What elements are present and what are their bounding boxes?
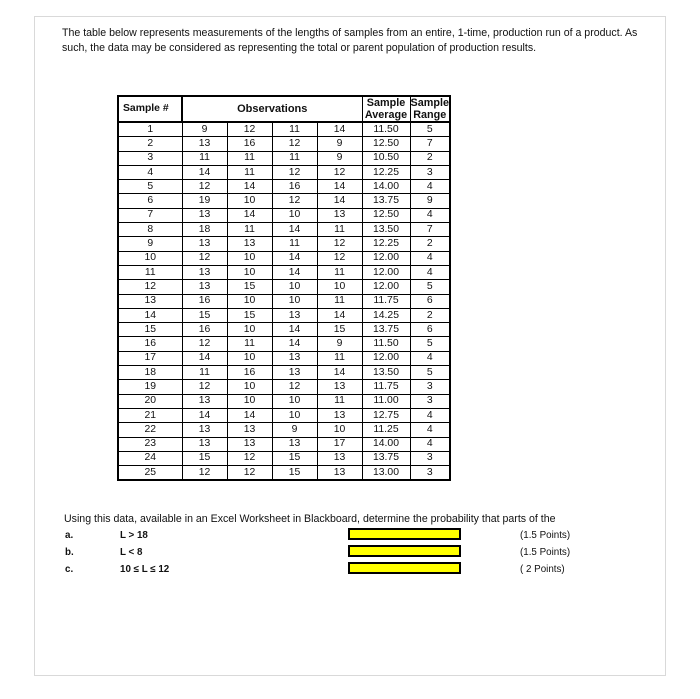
sample-number-cell: 22 bbox=[118, 423, 182, 437]
measurements-table bbox=[117, 95, 451, 481]
table-row bbox=[118, 308, 450, 322]
observation-4-cell: 12 bbox=[317, 251, 362, 265]
observation-4-cell: 13 bbox=[317, 451, 362, 465]
observation-4-cell: 10 bbox=[317, 280, 362, 294]
observation-3-cell: 14 bbox=[272, 265, 317, 279]
header-sample-average-line1: Sample bbox=[366, 97, 406, 109]
table-row bbox=[118, 466, 450, 481]
sample-average-cell: 11.75 bbox=[362, 380, 410, 394]
part-c-letter: c. bbox=[65, 564, 74, 575]
observation-3-cell: 13 bbox=[272, 351, 317, 365]
sample-average-cell: 14.00 bbox=[362, 180, 410, 194]
sample-range-cell: 5 bbox=[410, 366, 450, 380]
sample-range-cell: 4 bbox=[410, 251, 450, 265]
observation-4-cell: 11 bbox=[317, 394, 362, 408]
observation-3-cell: 14 bbox=[272, 337, 317, 351]
observation-2-cell: 11 bbox=[227, 223, 272, 237]
observation-1-cell: 14 bbox=[182, 351, 227, 365]
sample-number-cell: 24 bbox=[118, 451, 182, 465]
observation-1-cell: 13 bbox=[182, 208, 227, 222]
observation-4-cell: 10 bbox=[317, 423, 362, 437]
part-a-condition: L > 18 bbox=[120, 530, 148, 541]
sample-number-cell: 18 bbox=[118, 366, 182, 380]
part-b-letter: b. bbox=[65, 547, 74, 558]
sample-average-cell: 14.25 bbox=[362, 308, 410, 322]
observation-4-cell: 9 bbox=[317, 137, 362, 151]
question-text: Using this data, available in an Excel Worksheet in Blackboard, determine the probability that parts of the bbox=[64, 513, 556, 525]
observation-2-cell: 14 bbox=[227, 180, 272, 194]
observation-3-cell: 11 bbox=[272, 122, 317, 137]
observation-1-cell: 14 bbox=[182, 408, 227, 422]
part-b-answer-box[interactable] bbox=[348, 545, 461, 557]
sample-number-cell: 6 bbox=[118, 194, 182, 208]
sample-average-cell: 12.00 bbox=[362, 351, 410, 365]
observation-2-cell: 13 bbox=[227, 437, 272, 451]
observation-1-cell: 12 bbox=[182, 380, 227, 394]
table-row bbox=[118, 151, 450, 165]
observation-2-cell: 16 bbox=[227, 137, 272, 151]
observation-4-cell: 13 bbox=[317, 380, 362, 394]
sample-average-cell: 13.75 bbox=[362, 194, 410, 208]
observation-3-cell: 10 bbox=[272, 208, 317, 222]
sample-range-cell: 9 bbox=[410, 194, 450, 208]
part-a-points: (1.5 Points) bbox=[520, 530, 571, 541]
table-row bbox=[118, 408, 450, 422]
observation-3-cell: 9 bbox=[272, 423, 317, 437]
sample-number-cell: 13 bbox=[118, 294, 182, 308]
sample-number-cell: 15 bbox=[118, 323, 182, 337]
observation-3-cell: 11 bbox=[272, 237, 317, 251]
sample-number-cell: 7 bbox=[118, 208, 182, 222]
observation-1-cell: 13 bbox=[182, 423, 227, 437]
observation-3-cell: 14 bbox=[272, 223, 317, 237]
sample-average-cell: 11.50 bbox=[362, 337, 410, 351]
table-header-row bbox=[118, 96, 450, 122]
table-row bbox=[118, 208, 450, 222]
sample-average-cell: 14.00 bbox=[362, 437, 410, 451]
sample-range-cell: 3 bbox=[410, 451, 450, 465]
observation-1-cell: 19 bbox=[182, 194, 227, 208]
sample-range-cell: 2 bbox=[410, 308, 450, 322]
sample-range-cell: 2 bbox=[410, 151, 450, 165]
observation-4-cell: 11 bbox=[317, 265, 362, 279]
observation-1-cell: 12 bbox=[182, 337, 227, 351]
table-row bbox=[118, 394, 450, 408]
sample-number-cell: 3 bbox=[118, 151, 182, 165]
header-sample-range bbox=[410, 96, 450, 122]
observation-3-cell: 15 bbox=[272, 466, 317, 481]
sample-range-cell: 7 bbox=[410, 137, 450, 151]
header-sample-range-line2: Range bbox=[413, 109, 447, 121]
table-body bbox=[118, 122, 450, 480]
sample-average-cell: 13.50 bbox=[362, 366, 410, 380]
sample-range-cell: 3 bbox=[410, 466, 450, 481]
observation-2-cell: 10 bbox=[227, 351, 272, 365]
observation-3-cell: 10 bbox=[272, 280, 317, 294]
observation-4-cell: 11 bbox=[317, 223, 362, 237]
observation-1-cell: 13 bbox=[182, 394, 227, 408]
observation-2-cell: 15 bbox=[227, 280, 272, 294]
sample-number-cell: 21 bbox=[118, 408, 182, 422]
observation-1-cell: 13 bbox=[182, 280, 227, 294]
sample-range-cell: 4 bbox=[410, 351, 450, 365]
sample-range-cell: 5 bbox=[410, 122, 450, 137]
observation-4-cell: 9 bbox=[317, 337, 362, 351]
observation-4-cell: 13 bbox=[317, 466, 362, 481]
observation-2-cell: 14 bbox=[227, 208, 272, 222]
sample-number-cell: 9 bbox=[118, 237, 182, 251]
observation-2-cell: 12 bbox=[227, 466, 272, 481]
observation-1-cell: 14 bbox=[182, 165, 227, 179]
part-a-letter: a. bbox=[65, 530, 74, 541]
observation-4-cell: 14 bbox=[317, 180, 362, 194]
sample-range-cell: 4 bbox=[410, 265, 450, 279]
observation-3-cell: 12 bbox=[272, 380, 317, 394]
observation-2-cell: 11 bbox=[227, 165, 272, 179]
observation-2-cell: 10 bbox=[227, 294, 272, 308]
sample-number-cell: 5 bbox=[118, 180, 182, 194]
observation-2-cell: 10 bbox=[227, 194, 272, 208]
header-sample-average-line2: Average bbox=[364, 109, 408, 121]
observation-1-cell: 12 bbox=[182, 466, 227, 481]
observation-1-cell: 13 bbox=[182, 237, 227, 251]
observation-2-cell: 14 bbox=[227, 408, 272, 422]
header-sample-number: Sample # bbox=[118, 96, 182, 122]
sample-average-cell: 11.00 bbox=[362, 394, 410, 408]
observation-4-cell: 13 bbox=[317, 208, 362, 222]
observation-3-cell: 15 bbox=[272, 451, 317, 465]
part-b-condition: L < 8 bbox=[120, 547, 143, 558]
sample-average-cell: 11.25 bbox=[362, 423, 410, 437]
observation-3-cell: 13 bbox=[272, 437, 317, 451]
table-row bbox=[118, 223, 450, 237]
table-row bbox=[118, 265, 450, 279]
table-row bbox=[118, 366, 450, 380]
sample-range-cell: 6 bbox=[410, 294, 450, 308]
table-row bbox=[118, 194, 450, 208]
sample-number-cell: 14 bbox=[118, 308, 182, 322]
sample-range-cell: 4 bbox=[410, 423, 450, 437]
table-row bbox=[118, 122, 450, 137]
observation-1-cell: 13 bbox=[182, 137, 227, 151]
sample-number-cell: 4 bbox=[118, 165, 182, 179]
sample-average-cell: 13.75 bbox=[362, 451, 410, 465]
sample-number-cell: 19 bbox=[118, 380, 182, 394]
observation-4-cell: 14 bbox=[317, 366, 362, 380]
sample-average-cell: 12.25 bbox=[362, 237, 410, 251]
observation-3-cell: 12 bbox=[272, 194, 317, 208]
sample-average-cell: 11.50 bbox=[362, 122, 410, 137]
observation-2-cell: 11 bbox=[227, 337, 272, 351]
observation-1-cell: 18 bbox=[182, 223, 227, 237]
observation-4-cell: 12 bbox=[317, 165, 362, 179]
observation-2-cell: 12 bbox=[227, 451, 272, 465]
observation-4-cell: 11 bbox=[317, 294, 362, 308]
sample-number-cell: 8 bbox=[118, 223, 182, 237]
table-row bbox=[118, 180, 450, 194]
observation-3-cell: 16 bbox=[272, 180, 317, 194]
table-row bbox=[118, 251, 450, 265]
observation-1-cell: 16 bbox=[182, 294, 227, 308]
observation-4-cell: 11 bbox=[317, 351, 362, 365]
sample-number-cell: 16 bbox=[118, 337, 182, 351]
sample-range-cell: 7 bbox=[410, 223, 450, 237]
observation-3-cell: 13 bbox=[272, 366, 317, 380]
header-sample-average bbox=[362, 96, 410, 122]
observation-4-cell: 9 bbox=[317, 151, 362, 165]
observation-1-cell: 15 bbox=[182, 451, 227, 465]
observation-2-cell: 10 bbox=[227, 380, 272, 394]
sample-range-cell: 6 bbox=[410, 323, 450, 337]
sample-average-cell: 12.50 bbox=[362, 208, 410, 222]
sample-average-cell: 13.00 bbox=[362, 466, 410, 481]
observation-3-cell: 10 bbox=[272, 294, 317, 308]
observation-4-cell: 17 bbox=[317, 437, 362, 451]
part-c-points: ( 2 Points) bbox=[520, 564, 565, 575]
sample-number-cell: 11 bbox=[118, 265, 182, 279]
part-a-answer-box[interactable] bbox=[348, 528, 461, 540]
table-row bbox=[118, 351, 450, 365]
observation-1-cell: 16 bbox=[182, 323, 227, 337]
observation-1-cell: 15 bbox=[182, 308, 227, 322]
observation-2-cell: 11 bbox=[227, 151, 272, 165]
sample-range-cell: 2 bbox=[410, 237, 450, 251]
observation-1-cell: 13 bbox=[182, 437, 227, 451]
sample-average-cell: 13.75 bbox=[362, 323, 410, 337]
table-row bbox=[118, 294, 450, 308]
sample-average-cell: 11.75 bbox=[362, 294, 410, 308]
table-row bbox=[118, 423, 450, 437]
sample-range-cell: 4 bbox=[410, 180, 450, 194]
table-row bbox=[118, 437, 450, 451]
part-b-points: (1.5 Points) bbox=[520, 547, 571, 558]
sample-average-cell: 12.50 bbox=[362, 137, 410, 151]
observation-4-cell: 14 bbox=[317, 308, 362, 322]
sample-range-cell: 4 bbox=[410, 437, 450, 451]
observation-3-cell: 10 bbox=[272, 394, 317, 408]
observation-4-cell: 15 bbox=[317, 323, 362, 337]
table-row bbox=[118, 237, 450, 251]
observation-1-cell: 11 bbox=[182, 366, 227, 380]
header-observations: Observations bbox=[182, 96, 362, 122]
sample-range-cell: 5 bbox=[410, 280, 450, 294]
sample-number-cell: 17 bbox=[118, 351, 182, 365]
observation-1-cell: 12 bbox=[182, 180, 227, 194]
observation-2-cell: 10 bbox=[227, 251, 272, 265]
observation-3-cell: 11 bbox=[272, 151, 317, 165]
observation-4-cell: 14 bbox=[317, 122, 362, 137]
observation-3-cell: 10 bbox=[272, 408, 317, 422]
sample-number-cell: 20 bbox=[118, 394, 182, 408]
sample-range-cell: 4 bbox=[410, 408, 450, 422]
sample-number-cell: 23 bbox=[118, 437, 182, 451]
table-row bbox=[118, 165, 450, 179]
observation-1-cell: 13 bbox=[182, 265, 227, 279]
observation-1-cell: 9 bbox=[182, 122, 227, 137]
observation-3-cell: 12 bbox=[272, 165, 317, 179]
table-row bbox=[118, 137, 450, 151]
observation-1-cell: 11 bbox=[182, 151, 227, 165]
part-c-condition: 10 ≤ L ≤ 12 bbox=[120, 564, 170, 575]
sample-range-cell: 3 bbox=[410, 165, 450, 179]
observation-3-cell: 14 bbox=[272, 323, 317, 337]
sample-average-cell: 10.50 bbox=[362, 151, 410, 165]
sample-average-cell: 13.50 bbox=[362, 223, 410, 237]
sample-range-cell: 4 bbox=[410, 208, 450, 222]
table-row bbox=[118, 380, 450, 394]
part-c-answer-box[interactable] bbox=[348, 562, 461, 574]
intro-paragraph: The table below represents measurements of the lengths of samples from an entire, 1-time, production run of a product. As such, the data may be considered as representing the total or parent population of production results. bbox=[62, 27, 638, 54]
observation-4-cell: 13 bbox=[317, 408, 362, 422]
observation-2-cell: 10 bbox=[227, 323, 272, 337]
sample-number-cell: 1 bbox=[118, 122, 182, 137]
sample-number-cell: 25 bbox=[118, 466, 182, 481]
observation-3-cell: 12 bbox=[272, 137, 317, 151]
observation-2-cell: 16 bbox=[227, 366, 272, 380]
sample-number-cell: 12 bbox=[118, 280, 182, 294]
sample-range-cell: 3 bbox=[410, 394, 450, 408]
table-row bbox=[118, 280, 450, 294]
sample-average-cell: 12.00 bbox=[362, 280, 410, 294]
observation-3-cell: 13 bbox=[272, 308, 317, 322]
observation-1-cell: 12 bbox=[182, 251, 227, 265]
header-sample-range-line1: Sample bbox=[410, 97, 449, 109]
table-row bbox=[118, 337, 450, 351]
sample-number-cell: 10 bbox=[118, 251, 182, 265]
sample-average-cell: 12.75 bbox=[362, 408, 410, 422]
observation-2-cell: 13 bbox=[227, 237, 272, 251]
observation-2-cell: 15 bbox=[227, 308, 272, 322]
sample-average-cell: 12.25 bbox=[362, 165, 410, 179]
sample-average-cell: 12.00 bbox=[362, 251, 410, 265]
table-row bbox=[118, 323, 450, 337]
observation-2-cell: 10 bbox=[227, 265, 272, 279]
observation-3-cell: 14 bbox=[272, 251, 317, 265]
observation-2-cell: 12 bbox=[227, 122, 272, 137]
sample-range-cell: 5 bbox=[410, 337, 450, 351]
observation-2-cell: 13 bbox=[227, 423, 272, 437]
observation-4-cell: 14 bbox=[317, 194, 362, 208]
sample-average-cell: 12.00 bbox=[362, 265, 410, 279]
sample-range-cell: 3 bbox=[410, 380, 450, 394]
observation-2-cell: 10 bbox=[227, 394, 272, 408]
sample-number-cell: 2 bbox=[118, 137, 182, 151]
observation-4-cell: 12 bbox=[317, 237, 362, 251]
table-row bbox=[118, 451, 450, 465]
